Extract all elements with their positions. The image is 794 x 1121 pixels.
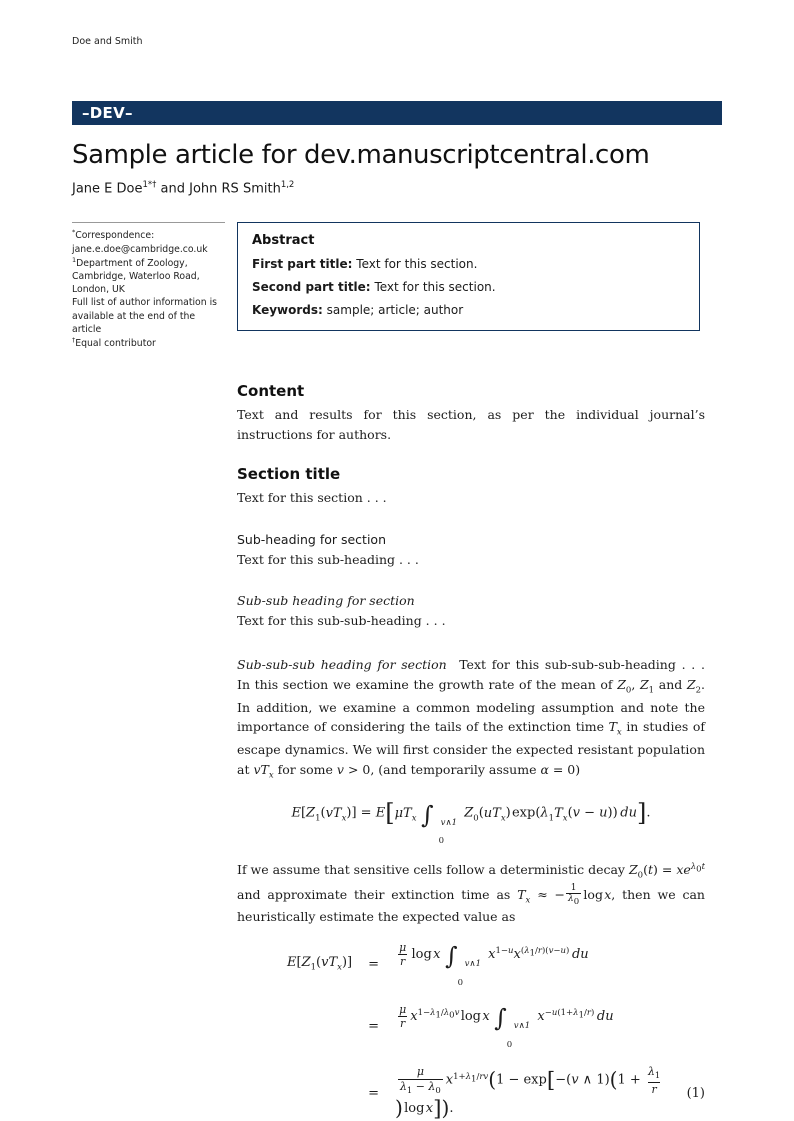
runin-paragraph: Sub-sub-sub heading for section Text for this sub-sub-sub-heading . . . In this section we examine the growth rate of the mean of $Z_0$, $Z_1$ and $Z_2$. In addition, we examine a common modeling assumption and note the importance of considering the tails of the extinction time $T_x$ in studies of escape dynamics. We will first consider the expected resistant population at $vT_x$ for some v > 0, (and temporarily assume α = 0) — [237, 657, 706, 781]
main-column — [237, 382, 705, 1121]
section-title-heading: Section title — [237, 464, 341, 483]
subsection-heading: Sub-heading for section — [237, 531, 386, 547]
running-head: Doe and Smith — [72, 36, 143, 47]
subsection-block — [237, 532, 705, 570]
correspondence-email: jane.e.doe@cambridge.co.uk — [72, 243, 208, 255]
subsection-body: Text for this sub-heading . . . — [237, 551, 419, 567]
equation-rel-row3: = — [368, 1085, 379, 1101]
section-content — [237, 382, 705, 445]
content-body: Text and results for this section, as per the individual journal’s instructions for authors. — [237, 407, 705, 443]
equation-rel-row1: = — [368, 956, 379, 972]
authors-line: Jane E Doe$^{1*\dagger}$ and John RS Smith$^{1,2}$ — [72, 180, 295, 197]
equation-lhs-row1: $E[Z_1(vT_x)]$ — [287, 955, 353, 974]
frontmatter-row — [72, 222, 722, 350]
abstract-first-part — [252, 257, 685, 271]
abstract-box — [237, 222, 700, 331]
equation-rel-row2: = — [368, 1018, 379, 1034]
equation-rhs-row3: $\frac{\mu}{\lambda_1 - \lambda_0}$ $x^{1+\lambda_1/rv}(1 - \exp[-(v$ ∧ 1)(1 + $\frac{\lambda_1}{r}$ ) log x]). — [395, 1065, 661, 1121]
aligned-equation-block — [237, 941, 705, 1121]
section-title-body: Text for this section . . . — [237, 489, 387, 505]
journal-banner — [72, 101, 722, 125]
abstract-keywords-label: Keywords: — [252, 303, 323, 318]
correspondence-label: *Correspondence: — [72, 228, 155, 242]
article-title: Sample article for dev.manuscriptcentral.com — [72, 140, 650, 170]
abstract-keywords — [252, 303, 685, 317]
subsubsection-heading: Sub-sub heading for section — [237, 593, 415, 609]
subsubsection-body: Text for this sub-sub-heading . . . — [237, 613, 446, 629]
estimate-paragraph: If we assume that sensitive cells follow a deterministic decay $Z_0(t) = xe^{\lambda_0t}$ and approximate their extinction time as $T_x$ ≈ − $\frac{1}{\lambda_0}$ log x, then we can heuristically estimate the expected value as — [237, 861, 705, 925]
equation-number: (1) — [686, 1085, 705, 1101]
affiliation-line-2: Cambridge, Waterloo Road, — [72, 271, 200, 283]
margin-notes — [72, 222, 225, 350]
subsubsection-block — [237, 593, 705, 631]
section-title-block — [237, 465, 705, 508]
affiliation-line-1: $^1$Department of Zoology, — [72, 255, 188, 269]
equation-rhs-row2: $\frac{\mu}{r}$ $x^{1-\lambda_1/\lambda_0v}$ log x ∫ v∧1 0 $x^{-u(1+\lambda_1/r)}$ du — [399, 1003, 614, 1050]
runin-paragraph-block — [237, 655, 705, 1121]
abstract-first-part-label: First part title: — [252, 257, 353, 272]
abstract-title: Abstract — [252, 233, 315, 249]
abstract-keywords-text: sample; article; author — [326, 303, 464, 318]
equal-contributor-note: †Equal contributor — [72, 336, 156, 350]
abstract-first-part-text: Text for this section. — [356, 257, 478, 272]
author-info-note-2: available at the end of the article — [72, 310, 196, 335]
equation-rhs-row1: $\frac{\mu}{r}$ log x ∫ v∧1 0 $x^{1-u}x^{(\lambda_1/r)(v-u)}$ du — [399, 941, 589, 988]
content-heading: Content — [237, 382, 305, 401]
abstract-second-part — [252, 280, 685, 294]
author-info-note-1: Full list of author information is — [72, 297, 218, 309]
abstract-second-part-text: Text for this section. — [374, 280, 496, 295]
affiliation-line-3: London, UK — [72, 284, 125, 296]
abstract-second-part-label: Second part title: — [252, 280, 371, 295]
banner-label: –DEV– — [82, 104, 133, 122]
display-equation: $E[Z_1(vT_x)] = E[\mu T_x$ ∫ v∧1 0 $Z_0(uT_x)$ $\exp(\lambda_1T_x(v - u))$ du]. — [291, 799, 651, 847]
